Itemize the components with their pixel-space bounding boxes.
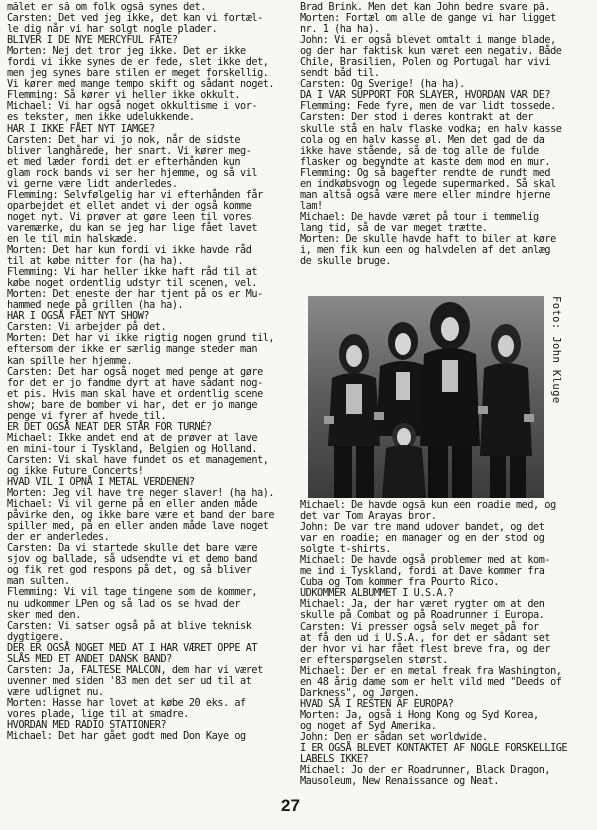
- text-line: og fik ret god respons på det, og så bliver: [7, 565, 252, 577]
- text-line: spiller med, på en eller anden måde lave noget: [7, 521, 269, 533]
- text-line: kan spille her hjemme.: [7, 355, 133, 367]
- text-line: Michael: De havde også problemer med at kom-: [300, 555, 551, 567]
- text-line: Michael: Vi vil gerne på en eller anden måde: [7, 499, 258, 511]
- text-line: penge vi fyrer af hvede til.: [7, 410, 167, 422]
- text-line: målet er så om folk også synes det.: [7, 2, 206, 13]
- text-line: et med læder fordi det er efterhånden kun: [7, 156, 241, 168]
- text-line: Carsten: Vi satser også på at blive teknisk: [7, 620, 252, 632]
- text-line: være udlignet nu.: [7, 686, 104, 698]
- text-line: til at købe nitter for (ha ha).: [7, 256, 184, 268]
- text-line: Michael: Det har gået godt med Don Kaye og: [7, 731, 246, 743]
- text-line: der hvor vi har fået flest breve fra, og der: [300, 643, 551, 655]
- text-line: en le til min halskæde.: [7, 233, 138, 245]
- text-line: Flemming: Så kører vi heller ikke okkult.: [7, 90, 241, 102]
- text-line: Michael: De havde været på tour i temmelig: [300, 211, 539, 223]
- text-line: Carsten: Vi presser også selv meget på for: [300, 621, 539, 633]
- text-line: John: Vi er også blevet omtalt i mange blade,: [300, 35, 556, 47]
- text-line: glam rock bands vi ser her hjemme, og så vil: [7, 167, 258, 179]
- text-line: eftersom der ikke er særlig mange steder man: [7, 344, 258, 356]
- text-line: DER ER OGSÅ NOGET MED AT I HAR VÆRET OPPE AT: [7, 642, 258, 654]
- text-line: og der har faktisk kun været een negativ. Både: [300, 46, 562, 58]
- text-line: Morten: Det eneste der har tjent på os er Mu-: [7, 289, 263, 301]
- right-column-top: [300, 2, 592, 267]
- text-line: vi gerne være lidt anderledes.: [7, 178, 178, 190]
- text-line: var en roadie; en manager og en der stod og: [300, 533, 545, 545]
- text-line: Michael: Jo der er Roadrunner, Black Dragon,: [300, 765, 551, 777]
- text-line: solgte t-shirts.: [300, 544, 391, 556]
- text-line: Carsten: Da vi startede skulle det bare være: [7, 543, 258, 555]
- text-line: Flemming: Vi vil tage tingene som de kommer,: [7, 587, 258, 599]
- text-line: HVORDAN MED RADIO STATIONER?: [7, 720, 167, 732]
- text-line: Chile, Brasilien, Polen og Portugal har vivi: [300, 57, 551, 69]
- text-line: Flemming: Selvfølgelig har vi efterhånden får: [7, 189, 263, 201]
- text-line: et pis. Hvis man skal have et ordentlig scene: [7, 388, 263, 400]
- text-line: Morten: Hasse har lovet at købe 20 eks. af: [7, 697, 246, 709]
- text-line: es tekster, men ikke udelukkende.: [7, 112, 195, 124]
- text-line: Carsten: Og Sverige! (ha ha).: [300, 79, 465, 91]
- text-line: sjov og ballade, så udsendte vi et demo band: [7, 554, 258, 566]
- text-line: John: De var tre mand udover bandet, og det: [300, 522, 545, 534]
- text-line: Morten: Fortæl om alle de gange vi har ligget: [300, 13, 556, 25]
- text-line: en 48 årig dame som er helt vild med "Deeds of: [300, 676, 562, 688]
- text-line: Carsten: Det har også noget med penge at gøre: [7, 366, 263, 378]
- text-line: man altså også være mere eller mindre hjerne: [300, 189, 551, 201]
- text-line: Carsten: Vi skal have fundet os et management,: [7, 454, 269, 466]
- text-line: noget nyt. Vi prøver at gøre leen til vores: [7, 211, 252, 223]
- text-line: skulle på Combat og på Roadrunner i Europa.: [300, 610, 545, 622]
- text-line: Darkness", og Jørgen.: [300, 687, 420, 699]
- text-line: ER DET OGSÅ NEAT DER STÅR FOR TURNÉ?: [7, 421, 212, 433]
- text-line: le dig når vi har solgt nogle plader.: [7, 24, 218, 36]
- text-line: påvirke den, og ikke bare være et band der bare: [7, 510, 275, 522]
- text-line: Carsten: Der stod i deres kontrakt at der: [300, 112, 534, 124]
- text-line: Carsten: Ja, FALTESE MALCON, dem har vi været: [7, 664, 263, 676]
- text-line: Flemming: Og så bagefter rendte de rundt med: [300, 167, 551, 179]
- text-line: Mausoleum, New Renaissance og Neat.: [300, 776, 499, 788]
- text-line: cola og en halv kasse øl. Men det gad de da: [300, 134, 545, 146]
- text-line: ikke have stående, så de tog alle de fulde: [300, 145, 539, 157]
- text-line: Carsten: Det ved jeg ikke, det kan vi fortæl-: [7, 13, 263, 25]
- text-line: Carsten: Det har vi jo nok, når de sidste: [7, 134, 241, 146]
- text-line: Carsten: Vi arbejder på det.: [7, 322, 167, 334]
- text-line: LABELS IKKE?: [300, 754, 369, 766]
- text-line: i, men fik kun een og halvdelen af det anlæg: [300, 245, 551, 257]
- text-line: det var Tom Arayas bror.: [300, 511, 437, 523]
- text-line: Flemming: Fede fyre, men de var lidt tossede.: [300, 101, 556, 113]
- text-line: DA I VAR SUPPORT FOR SLAYER, HVORDAN VAR DE?: [300, 90, 551, 102]
- text-line: er efterspørgselen størst.: [300, 654, 448, 666]
- text-line: oparbejdet et ellet andet vi der også komme: [7, 200, 252, 212]
- text-line: men jeg synes bare stilen er meget forskellig.: [7, 68, 269, 80]
- text-line: lam!: [300, 200, 323, 212]
- text-line: Cuba og Tom kommer fra Pourto Rico.: [300, 577, 499, 589]
- text-line: flasker og begyndte at kaste dem mod en mur.: [300, 156, 551, 168]
- text-line: Vi kører med mange tempo skift og sådant noget.: [7, 79, 275, 91]
- text-line: Michael: Der er en metal freak fra Washington,: [300, 665, 562, 677]
- band-photo: [308, 296, 544, 498]
- right-column-bottom: [300, 500, 592, 787]
- text-line: der er anderledes.: [7, 532, 110, 544]
- text-line: Morten: Nej det tror jeg ikke. Det er ikke: [7, 46, 246, 58]
- text-line: HAR I IKKE FÅET NYT IAMGE?: [7, 123, 155, 135]
- left-column: [7, 2, 291, 742]
- text-line: og ikke Future Concerts!: [7, 465, 144, 477]
- text-line: varemærke, du kan se jeg har lige fået lavet: [7, 222, 258, 234]
- page-number: 27: [281, 796, 300, 815]
- text-line: bliver langhårede, her snart. Vi kører meg-: [7, 145, 252, 157]
- text-line: sker med den.: [7, 609, 81, 621]
- text-line: en mini-tour i Tyskland, Belgien og Holland.: [7, 443, 258, 455]
- text-line: nr. 1 (ha ha).: [300, 24, 380, 36]
- text-line: Michael: De havde også kun een roadie med, og: [300, 500, 556, 511]
- text-line: lang tid, så de var meget trætte.: [300, 222, 488, 234]
- text-line: HVAD VIL I OPNÅ I METAL VERDENEN?: [7, 477, 195, 489]
- text-line: de skulle bruge.: [300, 256, 391, 268]
- text-line: SLÅS MED ET ANDET DANSK BAND?: [7, 653, 172, 665]
- text-line: uvenner med siden '83 men det ser ud til at: [7, 675, 252, 687]
- text-line: købe noget ordentlig udstyr til scenen, vel.: [7, 278, 258, 290]
- text-line: at få den ud i U.S.A., for det er sådant set: [300, 632, 551, 644]
- text-line: Flemming: Vi har heller ikke haft råd til at: [7, 267, 258, 279]
- text-line: HAR I OGSÅ FÅET NYT SHOW?: [7, 311, 150, 323]
- text-line: HVAD SÅ I RESTEN AF EUROPA?: [300, 698, 454, 710]
- text-line: Morten: Ja, også i Hong Kong og Syd Korea,: [300, 709, 539, 721]
- text-line: vores plade, lige til at smadre.: [7, 709, 189, 720]
- text-line: Brad Brink. Men det kan John bedre svare på.: [300, 2, 551, 13]
- text-line: BLIVER I DE NYE MERCYFUL FATE?: [7, 35, 178, 47]
- text-line: sendt båd til.: [300, 68, 380, 80]
- text-line: Michael: Vi har også noget okkultisme i vor-: [7, 101, 258, 113]
- text-line: dygtigere.: [7, 631, 64, 643]
- text-line: UDKOMMER ALBUMMET I U.S.A.?: [300, 588, 454, 600]
- text-line: John: Den er sådan set worldwide.: [300, 731, 488, 743]
- text-line: nu udkommer LPen og så lad os se hvad der: [7, 598, 241, 610]
- text-line: Michael: Ikke andet end at de prøver at lave: [7, 432, 258, 444]
- text-line: hammed nede på grillen (ha ha).: [7, 300, 184, 312]
- text-line: Morten: Det har kun fordi vi ikke havde råd: [7, 245, 252, 257]
- text-line: Morten: Det har vi ikke rigtig nogen grund til,: [7, 333, 275, 345]
- text-line: Morten: De skulle havde haft to biler at køre: [300, 233, 556, 245]
- text-line: me ind i Tyskland, fordi at Dave kommer fra: [300, 566, 545, 578]
- text-line: Morten: Jeg vil have tre neger slaver! (ha ha).: [7, 488, 275, 500]
- text-line: I ER OGSÅ BLEVET KONTAKTET AF NOGLE FORSKELLIGE: [300, 743, 568, 755]
- text-line: show; bare de bomber vi har, det er jo mange: [7, 399, 258, 411]
- text-line: man sulten.: [7, 576, 70, 588]
- text-line: og noget af Syd Amerika.: [300, 720, 437, 732]
- photo-caption: Foto: John Kluge: [550, 296, 562, 404]
- text-line: fordi vi ikke synes de er fede, slet ikke det,: [7, 57, 269, 69]
- text-line: skulle stå en halv flaske vodka; en halv kasse: [300, 123, 562, 135]
- text-line: for det er jo fandme dyrt at have sådant nog-: [7, 377, 263, 389]
- text-line: Michael: Ja, der har været rygter om at den: [300, 599, 545, 611]
- text-line: en indkøbsvogn og legede supermarked. Så skal: [300, 178, 556, 190]
